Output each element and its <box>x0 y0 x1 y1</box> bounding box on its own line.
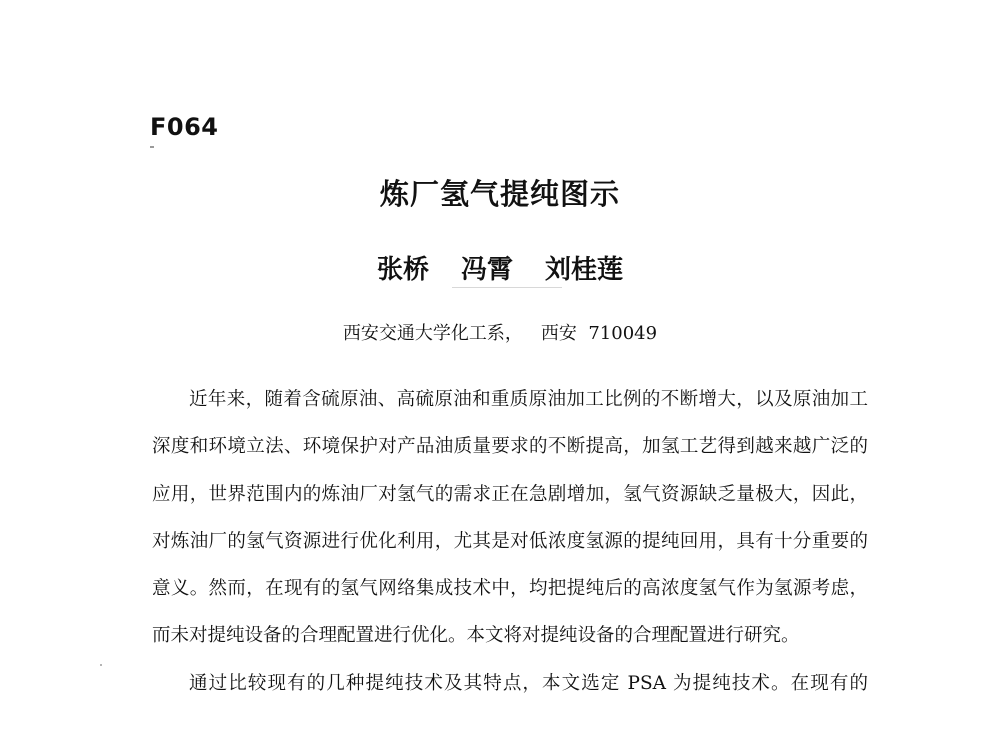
affiliation-institution: 西安交通大学化工系， <box>342 323 523 344</box>
body-paragraph: 近年来，随着含硫原油、高硫原油和重质原油加工比例的不断增大，以及原油加工深度和环境立法、环境保护对产品油质量要求的不断提高，加氢工艺得到越来越广泛的应用，世界范围内的炼油厂对氢气的需求正在急剧增加，氢气资源缺乏量极大，因此，对炼油厂的氢气资源进行优化利用，尤其是对低浓度氢源的提纯回用，具有十分重要的意义。然而，在现有的氢气网络集成技术中，均把提纯后的高浓度氢气作为氢源考虑，而未对提纯设备的合理配置进行优化。本文将对提纯设备的合理配置进行研究。 <box>152 389 868 647</box>
affiliation <box>0 319 1000 345</box>
body-paragraph: 通过比较现有的几种提纯技术及其特点，本文选定 PSA 为提纯技术。在现有的 <box>189 672 868 694</box>
scan-speck <box>150 146 154 148</box>
scan-speck <box>100 664 102 666</box>
paper-code: F064 <box>150 113 219 141</box>
author-list <box>0 249 1000 286</box>
author-name: 刘桂莲 <box>545 255 624 285</box>
affiliation-city: 西安 <box>540 323 577 344</box>
author-name: 张桥 <box>376 255 429 285</box>
paper-body <box>152 376 868 707</box>
author-name: 冯霄 <box>460 255 513 285</box>
paper-title: 炼厂氢气提纯图示 <box>379 177 620 211</box>
affiliation-postcode: 710049 <box>588 323 658 344</box>
divider <box>452 287 562 288</box>
